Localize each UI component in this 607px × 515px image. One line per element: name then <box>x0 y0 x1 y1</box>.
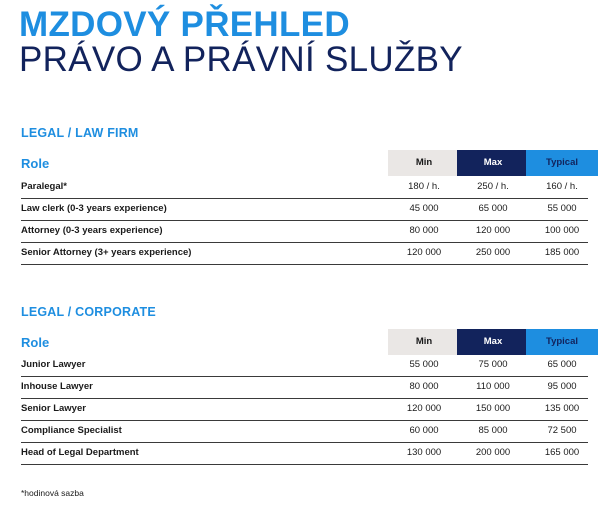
table-row <box>21 177 588 199</box>
cell-min: 80 000 <box>409 381 439 392</box>
cell-max: 200 000 <box>475 447 511 458</box>
cell-typical: 95 000 <box>547 381 577 392</box>
row-role: Law clerk (0-3 years experience) <box>21 203 167 214</box>
cell-max: 110 000 <box>476 381 510 392</box>
table-header-corporate <box>21 329 588 355</box>
table-row <box>21 355 588 377</box>
cell-max: 65 000 <box>478 203 508 214</box>
cell-typical: 65 000 <box>547 359 577 370</box>
cell-max: 85 000 <box>478 425 508 436</box>
cell-typical: 160 / h. <box>546 181 578 192</box>
table-corporate <box>21 355 588 465</box>
column-header-max: Max <box>457 329 529 355</box>
cell-min: 130 000 <box>406 447 442 458</box>
cell-typical: 165 000 <box>544 447 580 458</box>
role-column-label: Role <box>21 156 50 171</box>
row-role: Head of Legal Department <box>21 447 139 458</box>
cell-typical: 72 500 <box>547 425 577 436</box>
table-row <box>21 421 588 443</box>
table-row <box>21 199 588 221</box>
cell-min: 45 000 <box>409 203 439 214</box>
column-header-min: Min <box>388 329 460 355</box>
cell-min: 60 000 <box>409 425 439 436</box>
cell-min: 180 / h. <box>408 181 440 192</box>
cell-min: 120 000 <box>406 403 442 414</box>
cell-typical: 100 000 <box>544 225 580 236</box>
cell-min: 120 000 <box>406 247 442 258</box>
row-role: Compliance Specialist <box>21 425 122 436</box>
cell-min: 55 000 <box>409 359 439 370</box>
section-heading-law-firm: LEGAL / LAW FIRM <box>21 126 139 140</box>
cell-typical: 55 000 <box>547 203 577 214</box>
page-subtitle: PRÁVO A PRÁVNÍ SLUŽBY <box>19 40 463 79</box>
footnote: *hodinová sazba <box>21 488 84 498</box>
row-role: Paralegal* <box>21 181 67 192</box>
table-row <box>21 221 588 243</box>
cell-typical: 135 000 <box>544 403 580 414</box>
column-header-max: Max <box>457 150 529 176</box>
cell-max: 250 / h. <box>477 181 509 192</box>
table-header-law-firm <box>21 150 588 176</box>
page-title: MZDOVÝ PŘEHLED <box>19 5 350 44</box>
row-role: Senior Attorney (3+ years experience) <box>21 247 192 258</box>
cell-max: 150 000 <box>475 403 511 414</box>
cell-min: 80 000 <box>409 225 439 236</box>
table-row <box>21 399 588 421</box>
table-row <box>21 443 588 465</box>
table-row <box>21 377 588 399</box>
section-heading-corporate: LEGAL / CORPORATE <box>21 305 156 319</box>
row-role: Inhouse Lawyer <box>21 381 93 392</box>
cell-max: 120 000 <box>475 225 511 236</box>
table-law-firm <box>21 177 588 265</box>
row-role: Senior Lawyer <box>21 403 86 414</box>
cell-max: 75 000 <box>478 359 508 370</box>
table-row <box>21 243 588 265</box>
row-role: Attorney (0-3 years experience) <box>21 225 163 236</box>
column-header-min: Min <box>388 150 460 176</box>
column-header-typical: Typical <box>526 329 598 355</box>
cell-typical: 185 000 <box>544 247 580 258</box>
role-column-label: Role <box>21 335 50 350</box>
cell-max: 250 000 <box>475 247 511 258</box>
row-role: Junior Lawyer <box>21 359 86 370</box>
column-header-typical: Typical <box>526 150 598 176</box>
